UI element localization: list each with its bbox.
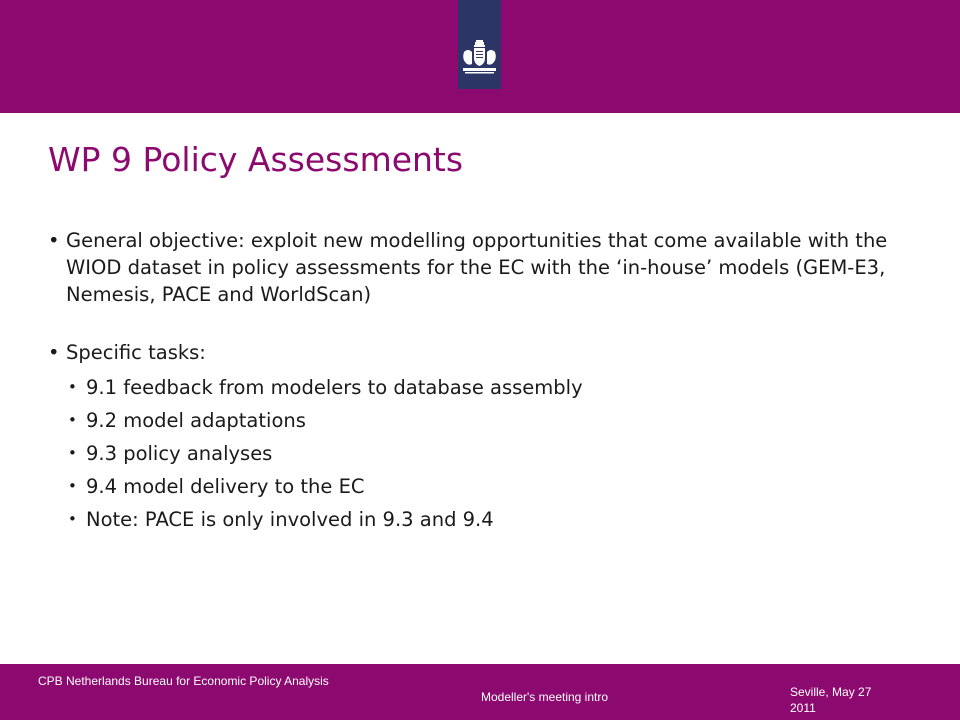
sub-bullet-dot: •	[68, 477, 77, 495]
task-text: 9.2 model adaptations	[86, 409, 306, 432]
task-item	[48, 473, 908, 506]
task-text: 9.3 policy analyses	[86, 442, 273, 465]
task-item	[48, 407, 908, 440]
sub-bullet-dot: •	[68, 378, 77, 396]
sub-bullet-dot: •	[68, 510, 77, 528]
footer-event-title: Modeller's meeting intro	[481, 690, 609, 704]
task-text: 9.4 model delivery to the EC	[86, 475, 365, 498]
bullet-dot: •	[48, 229, 60, 252]
slide-body	[48, 227, 908, 539]
task-item	[48, 506, 908, 539]
general-objective-text: General objective: exploit new modelling opportunities that come available with the WIOD dataset in policy assessments for the EC with the ‘in-house’ models (GEM-E3, Nemesis, PACE and WorldScan)	[66, 229, 888, 306]
royal-coat-of-arms-icon	[459, 40, 500, 76]
task-text: Note: PACE is only involved in 9.3 and 9.4	[86, 508, 494, 531]
footer-date: Seville, May 27 2011	[790, 685, 872, 715]
bullet-general-objective	[48, 227, 908, 308]
logo-tab	[458, 0, 501, 89]
footer-band	[0, 664, 960, 720]
slide-title: WP 9 Policy Assessments	[48, 140, 464, 179]
task-list	[48, 374, 908, 539]
bullet-specific-tasks	[48, 339, 908, 366]
footer-organization: CPB Netherlands Bureau for Economic Policy Analysis	[38, 674, 329, 688]
task-text: 9.1 feedback from modelers to database assembly	[86, 376, 583, 399]
bullet-dot: •	[48, 341, 60, 364]
task-item	[48, 440, 908, 473]
sub-bullet-dot: •	[68, 444, 77, 462]
specific-tasks-label: Specific tasks:	[66, 341, 206, 364]
header-banner	[0, 0, 960, 113]
sub-bullet-dot: •	[68, 411, 77, 429]
task-item	[48, 374, 908, 407]
